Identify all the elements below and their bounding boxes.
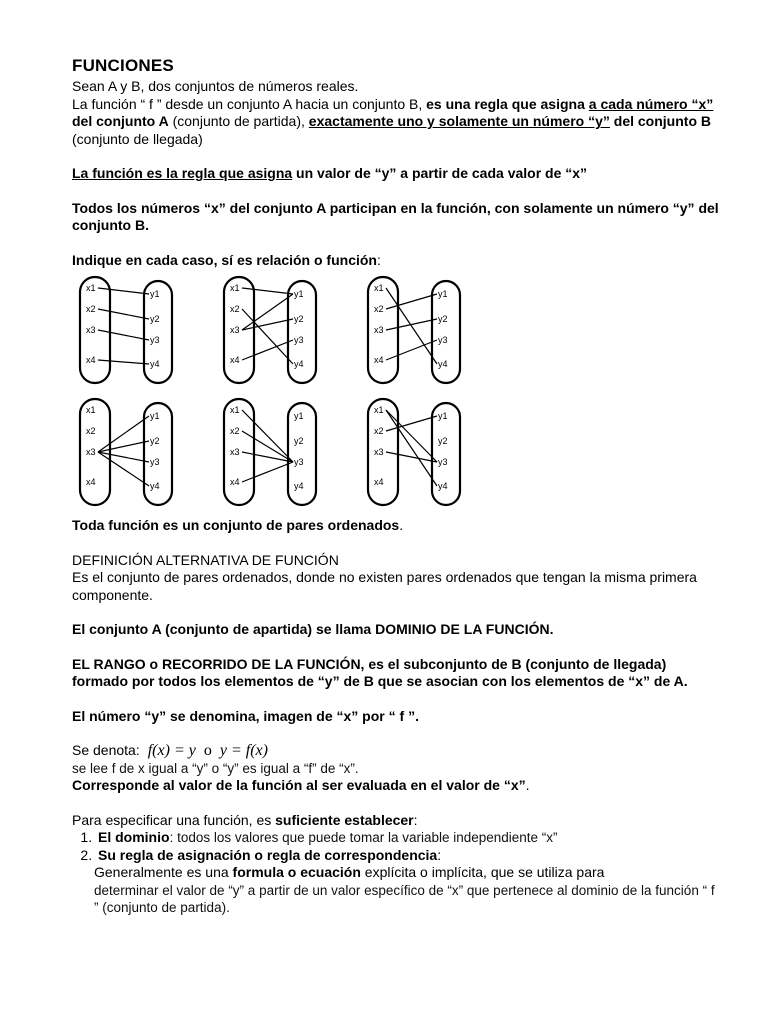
requirements-list: [72, 829, 722, 864]
mapping-arrow: [98, 360, 149, 364]
y-label: y4: [438, 481, 448, 491]
x-label: x3: [86, 447, 96, 457]
def-part-1: La función “ f ” desde un conjunto A hacia un conjunto B,: [72, 95, 427, 112]
especificar-part-3: :: [413, 811, 418, 828]
x-label: x1: [230, 283, 240, 293]
alt-heading: DEFINICIÓN ALTERNATIVA DE FUNCIÓN: [72, 551, 339, 568]
general-part-1: Generalmente es una: [94, 864, 233, 880]
x-label: x4: [230, 355, 240, 365]
toda-part-1: Toda función es un conjunto de pares ordenados: [72, 517, 400, 533]
general-continued: determinar el valor de “y” a partir de un valor específico de “x” que pertenece al dominio de la función “ f ” (conjunto de partida).: [94, 882, 715, 915]
page-title: FUNCIONES: [72, 56, 174, 75]
mapping-diagram-1: [70, 275, 206, 387]
x-label: x3: [374, 447, 384, 457]
x-label: x2: [86, 426, 96, 436]
mapping-arrow: [386, 340, 437, 360]
item-1-bold: El dominio: [98, 829, 170, 845]
mapping-diagram-2: [214, 275, 350, 387]
especificar-part-2: suficiente establecer: [275, 811, 414, 828]
item-1-rest: : todos los valores que puede tomar la variable independiente “x”: [169, 830, 558, 845]
y-label: y1: [294, 289, 304, 299]
indique-part-2: :: [376, 251, 381, 268]
mapping-arrow: [242, 462, 293, 482]
def-part-5: (conjunto de partida),: [168, 113, 309, 129]
x-label: x4: [374, 355, 384, 365]
mapping-diagrams-grid: [70, 275, 722, 509]
toda-paragraph: [72, 517, 722, 535]
x-label: x1: [86, 283, 96, 293]
se-lee-text: se lee f de x igual a “y” o “y” es igual a “f” de “x”.: [72, 760, 359, 776]
indique-paragraph: [72, 252, 722, 270]
general-part-3: explícita o implícita, que se utiliza para: [360, 864, 605, 880]
y-label: y4: [150, 481, 160, 491]
y-label: y3: [150, 457, 160, 467]
y-label: y2: [438, 314, 448, 324]
definition-paragraph: [72, 96, 722, 149]
y-label: y3: [150, 335, 160, 345]
formula-1: f(x) = y: [147, 742, 196, 759]
x-label: x1: [230, 405, 240, 415]
x-label: x4: [86, 355, 96, 365]
x-label: x2: [374, 426, 384, 436]
y-label: y3: [438, 335, 448, 345]
list-item: [96, 829, 722, 847]
y-label: y2: [150, 314, 160, 324]
y-label: y3: [294, 335, 304, 345]
mapping-arrow: [242, 309, 293, 364]
y-label: y4: [294, 481, 304, 491]
mapping-diagram-4: [70, 397, 206, 509]
mapping-diagram-3: [358, 275, 494, 387]
y-label: y2: [294, 314, 304, 324]
mapping-arrow: [242, 340, 293, 360]
rule-part-1: La función es la regla que asigna: [72, 165, 293, 181]
x-label: x2: [86, 304, 96, 314]
intro-text: Sean A y B, dos conjuntos de números reales.: [72, 78, 359, 94]
def-part-3: a cada número “x”: [588, 95, 714, 112]
document-page: [72, 56, 722, 917]
mapping-arrow: [98, 309, 149, 319]
rango-paragraph: EL RANGO o RECORRIDO DE LA FUNCIÓN, es el subconjunto de B (conjunto de llegada) formado por todos los elementos de “y” de B que se asocian con los elementos de “x” de A.: [72, 655, 688, 689]
x-label: x3: [230, 325, 240, 335]
general-part-2: formula o ecuación: [232, 864, 361, 880]
formula-or: o: [203, 742, 212, 759]
x-label: x1: [374, 405, 384, 415]
y-label: y2: [294, 436, 304, 446]
rule-paragraph: [72, 165, 722, 183]
todos-paragraph: Todos los números “x” del conjunto A participan en la función, con solamente un número “y” del conjunto B.: [72, 199, 719, 233]
toda-part-2: .: [399, 517, 404, 533]
y-label: y4: [150, 359, 160, 369]
def-part-8: (conjunto de llegada): [72, 130, 203, 147]
especificar-paragraph: [72, 812, 722, 830]
corresponde-paragraph: [72, 777, 722, 795]
mapping-diagram-5: [214, 397, 350, 509]
x-label: x4: [230, 477, 240, 487]
mapping-arrow: [386, 410, 437, 486]
list-item: [96, 847, 722, 865]
imagen-paragraph: El número “y” se denomina, imagen de “x” por “ f ”.: [72, 707, 419, 724]
y-label: y1: [150, 289, 160, 299]
x-label: x4: [86, 477, 96, 487]
denota-line: [72, 742, 722, 760]
denota-label: Se denota:: [72, 742, 140, 758]
dominio-paragraph: El conjunto A (conjunto de apartida) se llama DOMINIO DE LA FUNCIÓN.: [72, 621, 554, 637]
y-label: y2: [438, 436, 448, 446]
corresponde-part-1: Corresponde al valor de la función al ser evaluada en el valor de “x”: [72, 777, 526, 793]
mapping-arrow: [386, 288, 437, 364]
alt-text: Es el conjunto de pares ordenados, donde no existen pares ordenados que tengan la misma primera componente.: [72, 569, 697, 603]
x-label: x3: [374, 325, 384, 335]
corresponde-part-2: .: [525, 777, 530, 793]
general-paragraph: [72, 864, 722, 882]
indique-part-1: Indique en cada caso, sí es relación o función: [72, 251, 377, 268]
y-label: y4: [438, 359, 448, 369]
especificar-part-1: Para especificar una función, es: [72, 811, 276, 828]
formula-2: y = f(x): [219, 742, 268, 759]
x-label: x1: [86, 405, 96, 415]
x-label: x3: [86, 325, 96, 335]
mapping-arrow: [98, 288, 149, 294]
y-label: y1: [438, 289, 448, 299]
def-part-4: del conjunto A: [72, 113, 169, 129]
y-label: y1: [294, 411, 304, 421]
y-label: y1: [150, 411, 160, 421]
x-label: x3: [230, 447, 240, 457]
mapping-arrow: [386, 319, 437, 330]
mapping-arrow: [242, 288, 293, 294]
x-label: x2: [230, 304, 240, 314]
notation-formula: [148, 742, 268, 759]
y-label: y3: [294, 457, 304, 467]
item-2-rest: :: [437, 846, 442, 863]
y-label: y4: [294, 359, 304, 369]
def-part-7: del conjunto B: [609, 113, 711, 129]
y-label: y3: [438, 457, 448, 467]
y-label: y1: [438, 411, 448, 421]
item-2-bold: Su regla de asignación o regla de correspondencia: [98, 846, 438, 863]
mapping-diagram-6: [358, 397, 494, 509]
y-label: y2: [150, 436, 160, 446]
x-label: x2: [374, 304, 384, 314]
x-label: x2: [230, 426, 240, 436]
mapping-arrow: [98, 330, 149, 340]
def-part-6: exactamente uno y solamente un número “y”: [308, 113, 610, 129]
x-label: x4: [374, 477, 384, 487]
def-part-2: es una regla que asigna: [426, 95, 589, 112]
rule-part-2: un valor de “y” a partir de cada valor de “x”: [292, 165, 588, 181]
x-label: x1: [374, 283, 384, 293]
mapping-arrow: [386, 294, 437, 309]
